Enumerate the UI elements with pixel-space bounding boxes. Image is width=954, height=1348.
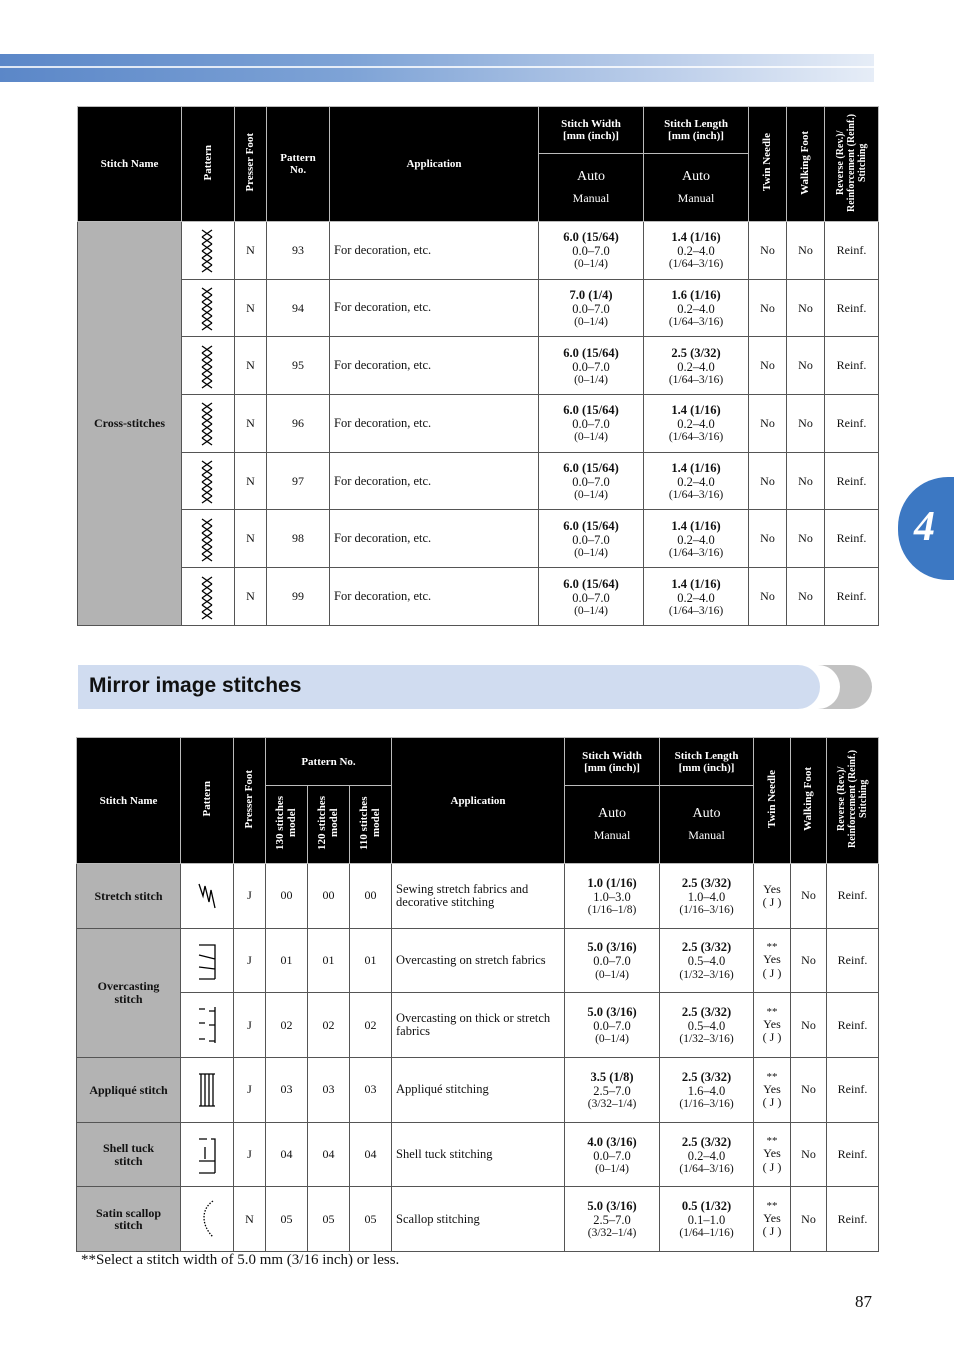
- stitch-group-name: Satin scallop stitch: [77, 1187, 181, 1252]
- application-cell: For decoration, etc.: [330, 510, 539, 568]
- header-presser-foot: Presser Foot: [235, 107, 267, 222]
- stitch-group-name: Overcasting stitch: [77, 928, 181, 1057]
- pattern-no-120-cell: 02: [308, 993, 350, 1058]
- mirror-stitch-table: [76, 737, 879, 1252]
- twin-needle-cell: No: [749, 568, 787, 626]
- cross-stitch-icon: [196, 342, 220, 390]
- pattern-cell: [182, 337, 235, 395]
- pattern-no-120-cell: 05: [308, 1187, 350, 1252]
- table-row: [78, 510, 879, 568]
- section-header: [78, 665, 873, 709]
- walking-foot-cell: No: [791, 1122, 827, 1187]
- walking-foot-cell: No: [791, 1187, 827, 1252]
- pattern-no-120-cell: 01: [308, 928, 350, 993]
- presser-foot-cell: N: [234, 1187, 266, 1252]
- top-decorative-band: [0, 54, 874, 82]
- presser-foot-cell: N: [235, 568, 267, 626]
- pattern-cell: [182, 568, 235, 626]
- walking-foot-cell: No: [787, 568, 825, 626]
- header-pattern: Pattern: [181, 738, 234, 864]
- presser-foot-cell: N: [235, 222, 267, 280]
- presser-foot-cell: J: [234, 1058, 266, 1123]
- header-stitch-length: Stitch Length [mm (inch)]: [644, 107, 749, 154]
- stitch-length-cell: 2.5 (3/32) 1.0–4.0 (1/16–3/16): [660, 864, 754, 929]
- pattern-no-130-cell: 01: [266, 928, 308, 993]
- stitch-length-cell: 1.4 (1/16) 0.2–4.0 (1/64–3/16): [644, 510, 749, 568]
- header-reverse: Reverse (Rev.)/ Reinforcement (Reinf.) Stitching: [827, 738, 879, 864]
- twin-needle-cell: ** Yes ( J ): [754, 1122, 791, 1187]
- stitch-length-cell: 1.4 (1/16) 0.2–4.0 (1/64–3/16): [644, 395, 749, 453]
- reverse-cell: Reinf.: [825, 510, 879, 568]
- cross-stitch-table: [77, 106, 879, 626]
- chapter-number: 4: [914, 504, 935, 550]
- pattern-no-120-cell: 04: [308, 1122, 350, 1187]
- stitch-width-cell: 6.0 (15/64) 0.0–7.0 (0–1/4): [539, 337, 644, 395]
- pattern-no-130-cell: 02: [266, 993, 308, 1058]
- pattern-no-120-cell: 03: [308, 1058, 350, 1123]
- stitch-length-cell: 1.6 (1/16) 0.2–4.0 (1/64–3/16): [644, 279, 749, 337]
- presser-foot-cell: N: [235, 452, 267, 510]
- stitch-width-cell: 1.0 (1/16) 1.0–3.0 (1/16–1/8): [565, 864, 660, 929]
- twin-needle-cell: No: [749, 395, 787, 453]
- pattern-cell: [182, 510, 235, 568]
- stitch-length-cell: 2.5 (3/32) 0.5–4.0 (1/32–3/16): [660, 928, 754, 993]
- application-cell: Appliqué stitching: [392, 1058, 565, 1123]
- pattern-cell: [181, 928, 234, 993]
- header-pattern: Pattern: [182, 107, 235, 222]
- walking-foot-cell: No: [787, 222, 825, 280]
- pattern-cell: [182, 279, 235, 337]
- pattern-no-110-cell: 02: [350, 993, 392, 1058]
- twin-needle-cell: ** Yes ( J ): [754, 928, 791, 993]
- reverse-cell: Reinf.: [825, 337, 879, 395]
- twin-needle-cell: No: [749, 510, 787, 568]
- walking-foot-cell: No: [787, 279, 825, 337]
- presser-foot-cell: N: [235, 395, 267, 453]
- application-cell: Overcasting on thick or stretch fabrics: [392, 993, 565, 1058]
- reverse-cell: Reinf.: [825, 395, 879, 453]
- walking-foot-cell: No: [787, 395, 825, 453]
- overcasting-thick-stitch-icon: [195, 1001, 219, 1049]
- overcasting-stitch-icon: [195, 937, 219, 985]
- reverse-cell: Reinf.: [825, 279, 879, 337]
- stitch-length-cell: 1.4 (1/16) 0.2–4.0 (1/64–3/16): [644, 452, 749, 510]
- pattern-cell: [181, 1122, 234, 1187]
- stitch-group-name: Stretch stitch: [77, 864, 181, 929]
- pattern-cell: [181, 993, 234, 1058]
- header-pattern-no: Pattern No.: [267, 107, 330, 222]
- header-presser-foot: Presser Foot: [234, 738, 266, 864]
- stitch-group-name: Shell tuck stitch: [77, 1122, 181, 1187]
- table-row: [77, 1122, 879, 1187]
- table-row: [78, 452, 879, 510]
- application-cell: For decoration, etc.: [330, 279, 539, 337]
- pattern-no-cell: 94: [267, 279, 330, 337]
- application-cell: For decoration, etc.: [330, 337, 539, 395]
- pattern-no-130-cell: 04: [266, 1122, 308, 1187]
- reverse-cell: Reinf.: [827, 993, 879, 1058]
- walking-foot-cell: No: [791, 864, 827, 929]
- twin-needle-cell: ** Yes ( J ): [754, 1058, 791, 1123]
- stitch-length-cell: 2.5 (3/32) 0.5–4.0 (1/32–3/16): [660, 993, 754, 1058]
- application-cell: For decoration, etc.: [330, 395, 539, 453]
- satin-scallop-stitch-icon: [195, 1195, 219, 1243]
- pattern-no-130-cell: 03: [266, 1058, 308, 1123]
- pattern-no-130-cell: 05: [266, 1187, 308, 1252]
- table-row: [77, 993, 879, 1058]
- header-model-130: 130 stitches model: [266, 786, 308, 864]
- pattern-no-cell: 97: [267, 452, 330, 510]
- pattern-no-cell: 95: [267, 337, 330, 395]
- page-number: 87: [855, 1292, 872, 1311]
- header-stitch-length: Stitch Length [mm (inch)]: [660, 738, 754, 786]
- applique-stitch-icon: [195, 1066, 219, 1114]
- header-walking-foot: Walking Foot: [791, 738, 827, 864]
- pattern-no-cell: 96: [267, 395, 330, 453]
- presser-foot-cell: N: [235, 510, 267, 568]
- pattern-no-110-cell: 03: [350, 1058, 392, 1123]
- application-cell: Shell tuck stitching: [392, 1122, 565, 1187]
- pattern-no-110-cell: 01: [350, 928, 392, 993]
- stitch-length-cell: 2.5 (3/32) 1.6–4.0 (1/16–3/16): [660, 1058, 754, 1123]
- header-pattern-no: Pattern No.: [266, 738, 392, 786]
- header-width-auto-manual: Auto Manual: [565, 786, 660, 864]
- shell-tuck-stitch-icon: [195, 1131, 219, 1179]
- presser-foot-cell: N: [235, 337, 267, 395]
- pattern-cell: [181, 1187, 234, 1252]
- stitch-width-cell: 6.0 (15/64) 0.0–7.0 (0–1/4): [539, 452, 644, 510]
- stitch-width-cell: 4.0 (3/16) 0.0–7.0 (0–1/4): [565, 1122, 660, 1187]
- walking-foot-cell: No: [791, 928, 827, 993]
- stitch-width-cell: 5.0 (3/16) 0.0–7.0 (0–1/4): [565, 928, 660, 993]
- header-model-120: 120 stitches model: [308, 786, 350, 864]
- stitch-length-cell: 0.5 (1/32) 0.1–1.0 (1/64–1/16): [660, 1187, 754, 1252]
- presser-foot-cell: J: [234, 993, 266, 1058]
- pattern-no-cell: 93: [267, 222, 330, 280]
- header-stitch-name: Stitch Name: [77, 738, 181, 864]
- stitch-width-cell: 6.0 (15/64) 0.0–7.0 (0–1/4): [539, 568, 644, 626]
- twin-needle-cell: No: [749, 222, 787, 280]
- table-row: [78, 279, 879, 337]
- pattern-no-110-cell: 00: [350, 864, 392, 929]
- stitch-length-cell: 2.5 (3/32) 0.2–4.0 (1/64–3/16): [660, 1122, 754, 1187]
- application-cell: For decoration, etc.: [330, 452, 539, 510]
- stitch-width-cell: 3.5 (1/8) 2.5–7.0 (3/32–1/4): [565, 1058, 660, 1123]
- table-row: [77, 1187, 879, 1252]
- reverse-cell: Reinf.: [827, 864, 879, 929]
- reverse-cell: Reinf.: [825, 452, 879, 510]
- header-reverse: Reverse (Rev.)/ Reinforcement (Reinf.) Stitching: [825, 107, 879, 222]
- application-cell: For decoration, etc.: [330, 568, 539, 626]
- table-row: [78, 337, 879, 395]
- pattern-cell: [182, 222, 235, 280]
- application-cell: Scallop stitching: [392, 1187, 565, 1252]
- cross-stitch-icon: [196, 399, 220, 447]
- pattern-cell: [181, 1058, 234, 1123]
- reverse-cell: Reinf.: [827, 1122, 879, 1187]
- application-cell: Overcasting on stretch fabrics: [392, 928, 565, 993]
- walking-foot-cell: No: [787, 337, 825, 395]
- cross-stitch-icon: [196, 457, 220, 505]
- header-length-auto-manual: Auto Manual: [644, 154, 749, 222]
- header-stitch-name: Stitch Name: [78, 107, 182, 222]
- presser-foot-cell: J: [234, 1122, 266, 1187]
- table-row: [77, 864, 879, 929]
- walking-foot-cell: No: [787, 510, 825, 568]
- header-walking-foot: Walking Foot: [787, 107, 825, 222]
- table-row: [77, 928, 879, 993]
- table-row: [78, 568, 879, 626]
- footnote: **Select a stitch width of 5.0 mm (3/16 inch) or less.: [81, 1252, 400, 1268]
- reverse-cell: Reinf.: [825, 568, 879, 626]
- stitch-width-cell: 5.0 (3/16) 2.5–7.0 (3/32–1/4): [565, 1187, 660, 1252]
- stretch-stitch-icon: [195, 872, 219, 920]
- table-row: [77, 1058, 879, 1123]
- reverse-cell: Reinf.: [825, 222, 879, 280]
- stitch-width-cell: 6.0 (15/64) 0.0–7.0 (0–1/4): [539, 222, 644, 280]
- cross-stitch-icon: [196, 573, 220, 621]
- reverse-cell: Reinf.: [827, 1187, 879, 1252]
- pattern-no-cell: 99: [267, 568, 330, 626]
- stitch-width-cell: 7.0 (1/4) 0.0–7.0 (0–1/4): [539, 279, 644, 337]
- twin-needle-cell: ** Yes ( J ): [754, 993, 791, 1058]
- chapter-tab: [898, 477, 954, 580]
- table-row: [78, 395, 879, 453]
- pattern-no-120-cell: 00: [308, 864, 350, 929]
- stitch-length-cell: 1.4 (1/16) 0.2–4.0 (1/64–3/16): [644, 222, 749, 280]
- application-cell: Sewing stretch fabrics and decorative stitching: [392, 864, 565, 929]
- pattern-cell: [181, 864, 234, 929]
- reverse-cell: Reinf.: [827, 928, 879, 993]
- presser-foot-cell: J: [234, 864, 266, 929]
- cross-stitch-icon: [196, 515, 220, 563]
- stitch-width-cell: 6.0 (15/64) 0.0–7.0 (0–1/4): [539, 510, 644, 568]
- table-row: [78, 222, 879, 280]
- twin-needle-cell: Yes ( J ): [754, 864, 791, 929]
- presser-foot-cell: N: [235, 279, 267, 337]
- pattern-no-110-cell: 05: [350, 1187, 392, 1252]
- header-twin-needle: Twin Needle: [754, 738, 791, 864]
- cross-stitch-icon: [196, 284, 220, 332]
- walking-foot-cell: No: [791, 993, 827, 1058]
- reverse-cell: Reinf.: [827, 1058, 879, 1123]
- section-title: Mirror image stitches: [89, 674, 302, 697]
- header-twin-needle: Twin Needle: [749, 107, 787, 222]
- twin-needle-cell: ** Yes ( J ): [754, 1187, 791, 1252]
- header-stitch-width: Stitch Width [mm (inch)]: [539, 107, 644, 154]
- twin-needle-cell: No: [749, 452, 787, 510]
- presser-foot-cell: J: [234, 928, 266, 993]
- header-application: Application: [330, 107, 539, 222]
- stitch-group-name: Appliqué stitch: [77, 1058, 181, 1123]
- header-length-auto-manual: Auto Manual: [660, 786, 754, 864]
- stitch-length-cell: 1.4 (1/16) 0.2–4.0 (1/64–3/16): [644, 568, 749, 626]
- cross-stitch-icon: [196, 226, 220, 274]
- header-stitch-width: Stitch Width [mm (inch)]: [565, 738, 660, 786]
- twin-needle-cell: No: [749, 337, 787, 395]
- twin-needle-cell: No: [749, 279, 787, 337]
- stitch-group-name: Cross-stitches: [78, 222, 182, 626]
- header-width-auto-manual: Auto Manual: [539, 154, 644, 222]
- stitch-width-cell: 6.0 (15/64) 0.0–7.0 (0–1/4): [539, 395, 644, 453]
- header-application: Application: [392, 738, 565, 864]
- walking-foot-cell: No: [787, 452, 825, 510]
- pattern-cell: [182, 452, 235, 510]
- stitch-width-cell: 5.0 (3/16) 0.0–7.0 (0–1/4): [565, 993, 660, 1058]
- pattern-cell: [182, 395, 235, 453]
- walking-foot-cell: No: [791, 1058, 827, 1123]
- pattern-no-130-cell: 00: [266, 864, 308, 929]
- pattern-no-cell: 98: [267, 510, 330, 568]
- header-model-110: 110 stitches model: [350, 786, 392, 864]
- pattern-no-110-cell: 04: [350, 1122, 392, 1187]
- stitch-length-cell: 2.5 (3/32) 0.2–4.0 (1/64–3/16): [644, 337, 749, 395]
- application-cell: For decoration, etc.: [330, 222, 539, 280]
